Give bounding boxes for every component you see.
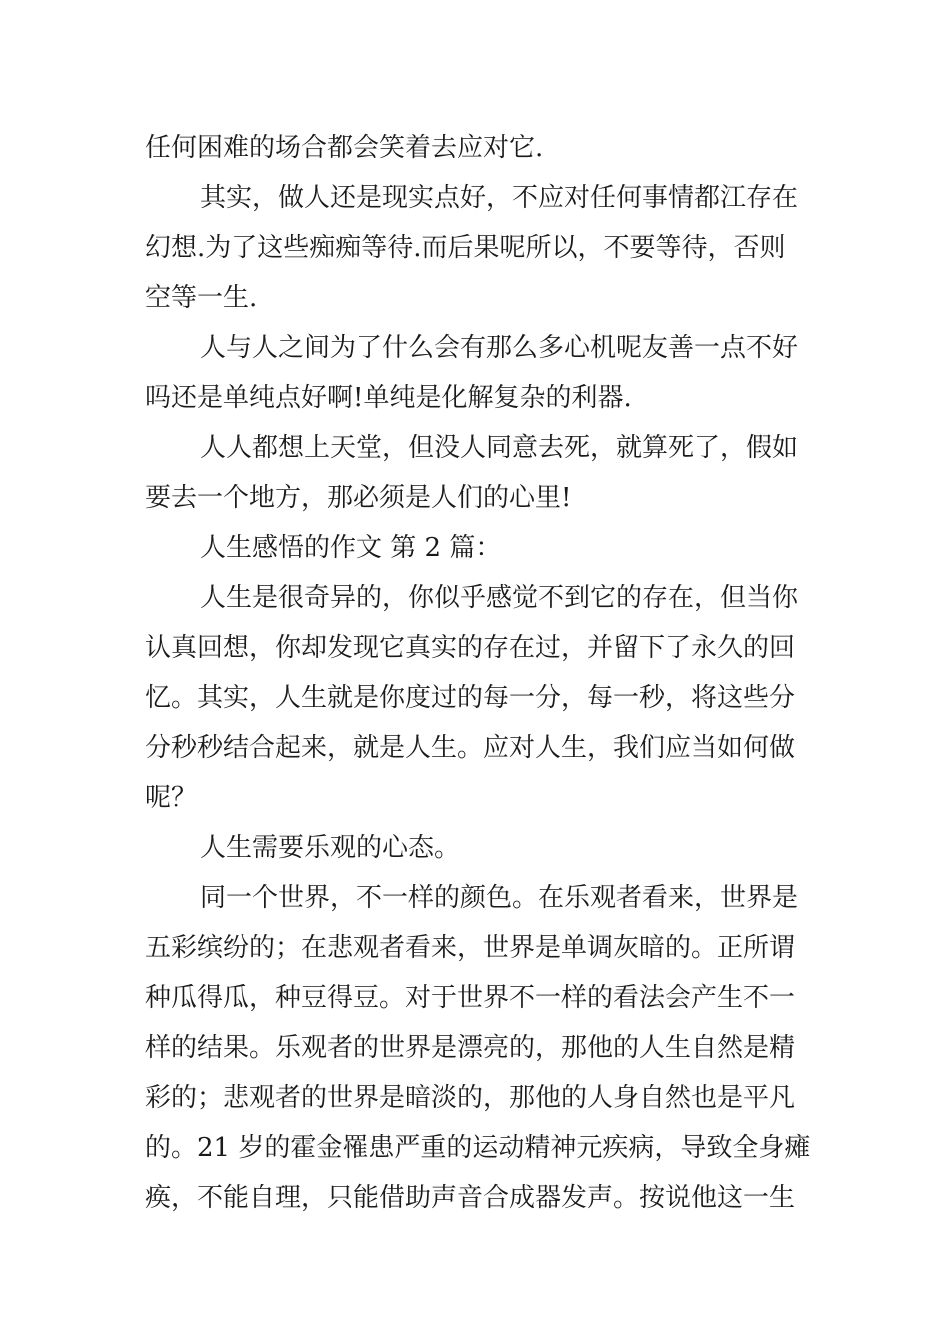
text-line: 五彩缤纷的；在悲观者看来，世界是单调灰暗的。正所谓 <box>145 933 796 963</box>
text-line: 人人都想上天堂，但没人同意去死，就算死了，假如 <box>200 433 799 463</box>
text-line: 空等一生. <box>145 283 258 313</box>
text-line: 分秒秒结合起来，就是人生。应对人生，我们应当如何做 <box>145 733 796 763</box>
text-line: 彩的；悲观者的世界是暗淡的，那他的人身自然也是平凡 <box>145 1083 796 1113</box>
section-heading: 人生感悟的作文 第 2 篇： <box>200 533 502 563</box>
text-line: 种瓜得瓜，种豆得豆。对于世界不一样的看法会产生不一 <box>145 983 796 1013</box>
text-line: 要去一个地方，那必须是人们的心里! <box>145 483 572 513</box>
text-line: 幻想.为了这些痴痴等待.而后果呢所以，不要等待，否则 <box>145 233 786 263</box>
text-line: 呢？ <box>145 783 198 813</box>
text-line: 人与人之间为了什么会有那么多心机呢友善一点不好 <box>200 333 799 363</box>
text-line: 人生是很奇异的，你似乎感觉不到它的存在，但当你 <box>200 583 799 613</box>
text-line: 样的结果。乐观者的世界是漂亮的，那他的人生自然是精 <box>145 1033 796 1063</box>
text-line: 任何困难的场合都会笑着去应对它. <box>145 133 544 163</box>
text-line: 的。21 岁的霍金罹患严重的运动精神元疾病，导致全身瘫 <box>145 1133 811 1163</box>
text-line: 人生需要乐观的心态。 <box>200 833 461 863</box>
text-line: 忆。其实，人生就是你度过的每一分，每一秒，将这些分 <box>145 683 796 713</box>
text-line: 同一个世界，不一样的颜色。在乐观者看来，世界是 <box>200 883 799 913</box>
text-line: 认真回想，你却发现它真实的存在过，并留下了永久的回 <box>145 633 796 663</box>
text-line: 痪，不能自理，只能借助声音合成器发声。按说他这一生 <box>145 1183 796 1213</box>
text-line: 其实，做人还是现实点好，不应对任何事情都江存在 <box>200 183 799 213</box>
text-line: 吗还是单纯点好啊!单纯是化解复杂的利器. <box>145 383 632 413</box>
